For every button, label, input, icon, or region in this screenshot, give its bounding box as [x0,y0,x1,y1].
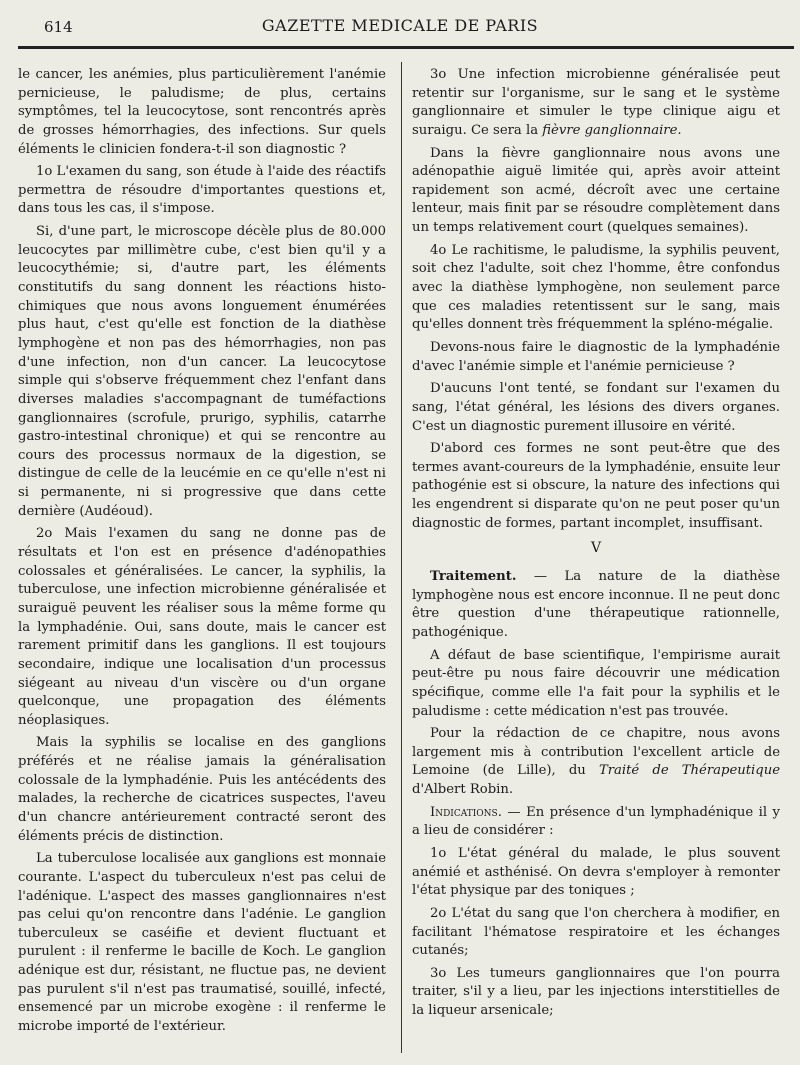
paragraph [412,568,780,643]
paragraph: Dans la fièvre ganglionnaire nous avons une adénopathie aiguë limitée qui, après avoir atteint rapidement son acmé, décroît avec une certaine lenteur, mais finit par se résoudre complètement dans un temps relativement court (quelques semaines). [412,145,780,236]
paragraph: D'aucuns l'ont tenté, se fondant sur l'examen du sang, l'état général, les lésions des divers organes. C'est un diagnostic purement illusoire en vérité. [412,381,780,434]
paragraph: le cancer, les anémies, plus particulièrement l'anémie pernicieuse, le paludisme; de plus, certains symptômes, tel la leucocytose, sont rencontrés après de grosses hémorrhagies, des infections. Sur quels éléments le clinicien fondera-t-il son diagnostic ? [18,67,386,157]
italic-title: Traité de Thérapeutique [598,763,781,779]
paragraph [412,804,780,841]
right-column [412,66,780,1025]
paragraph: D'abord ces formes ne sont peut-être que des termes avant-coureurs de la lymphadénie, ensuite leur pathogénie est si obscure, la nature des infections qui les engendrent si disparate qu'on ne peut poser qu'un diagnostic de formes, partant incomplet, insuffisant. [412,441,780,531]
paragraph: Si, d'une part, le microscope décèle plus de 80.000 leucocytes par millimètre cube, c'est bien qu'il y a leucocythémie; si, d'autre part, les éléments constitutifs du sang donnent les réactions histo-chimiques que nous avons longuement énumérées plus haut, c'est qu'elle est fonction de la diathèse lymphogène et non pas des hémorrhagies, non pas d'une infection, non d'un cancer. La leucocytose simple qui s'observe fréquemment chez l'enfant dans diverses maladies s'accompagnant de tuméfactions ganglionnaires (scrofule, prurigo, syphilis, catarrhe gastro-intestinal chronique) et qui se rencontre au cours des processus normaux de la digestion, se distingue de celle de la leucémie en ce qu'elle n'est ni si permanente, ni si progressive que dans cette dernière (Audéoud). [18,224,386,519]
paragraph: 3o Les tumeurs ganglionnaires que l'on pourra traiter, s'il y a lieu, par les injections interstitielles de la liqueur arsenicale; [412,965,780,1019]
header-rule [18,46,794,49]
page-header [20,10,780,40]
paragraph: 2o Mais l'examen du sang ne donne pas de résultats et l'on est en présence d'adénopathies colossales et généralisées. Le cancer, la syphilis, la tuberculose, une infection microbienne généralisée et suraiguë peuvent les réaliser sous la même forme qu la lymphadénie. Oui, sans doute, mais le cancer est rarement primitif dans les ganglions. Il est toujours secondaire, indique une localisation d'un processus siégeant au niveau d'un viscère ou d'un organe quelconque, une propagation des éléments néoplasiques. [18,526,386,728]
paragraph [412,66,780,141]
paragraph: Mais la syphilis se localise en des ganglions préférés et ne réalise jamais la généralisation colossale de la lymphadénie. Puis les antécédents des malades, la recherche de cicatrices suspectes, l'aveu d'un chancre antérieurement contracté seront des éléments précis de distinction. [18,735,386,844]
paragraph: 2o L'état du sang que l'on cherchera à modifier, en facilitant l'hématose respiratoire et les échanges cutanés; [412,905,780,959]
paragraph: 4o Le rachitisme, le paludisme, la syphilis peuvent, soit chez l'adulte, soit chez l'homme, être confondus avec la diathèse lymphogène, non seulement parce que ces maladies retentissent sur le sang, mais qu'elles donnent très fréquemment la spléno-mégalie. [412,242,780,333]
text-run: — La nature de la diathèse lymphogène nous est encore inconnue. Il ne peut donc être question d'une thérapeutique rationnelle, pathogénique. [412,569,780,640]
left-column [18,66,386,1041]
paragraph: Devons-nous faire le diagnostic de la lymphadénie d'avec l'anémie simple et l'anémie pernicieuse ? [412,339,780,374]
text-run: d'Albert Robin. [412,782,514,798]
paragraph: A défaut de base scientifique, l'empirisme aurait peut-être pu nous faire découvrir une médication spécifique, comme elle l'a fait pour la syphilis et le paludisme : cette médication n'est pas trouvée. [412,647,780,719]
subheading: Indications. [430,804,502,820]
paragraph: 1o L'état général du malade, le plus souvent anémié et asthénisé. On devra s'employer à remonter l'état physique par des toniques ; [412,845,780,899]
text-run: . [677,122,682,138]
paragraph: La tuberculose localisée aux ganglions est monnaie courante. L'aspect du tuberculeux n'est pas celui de l'adénique. L'aspect des masses ganglionnaires n'est pas celui qu'on rencontre dans l'adénie. Le ganglion tuberculeux se caséifie et devient fluctuant et purulent : il renferme le bacille de Koch. Le ganglion adénique est dur, résistant, ne fluctue pas, ne devient pas purulent s'il n'est pas traumatisé, souillé, infecté, ensemencé par un microbe exogène : il renferme le microbe importé de l'extérieur. [18,851,386,1035]
section-number: V [590,540,602,557]
paragraph [412,725,780,800]
page-number: 614 [44,18,73,36]
paragraph: 1o L'examen du sang, son étude à l'aide des réactifs permettra de résoudre d'importantes questions et, dans tous les cas, il s'impose. [18,164,386,217]
italic-term: fièvre ganglionnaire [542,122,678,138]
text-run: 3o Une infection microbienne généralisée peut retentir sur l'organisme, sur le sang et le système ganglionnaire et simuler le type clinique aigu et suraigu. Ce sera la [412,67,780,138]
journal-title: GAZETTE MEDICALE DE PARIS [261,16,539,35]
column-divider [401,62,402,1053]
section-heading: Traitement. [430,569,517,585]
text-run: — En présence d'un lymphadénique il y a lieu de considérer : [412,804,780,839]
text-run: Pour la rédaction de ce chapitre, nous avons largement mis à contribution l'excellent article de Lemoine (de Lille), du [412,726,780,779]
